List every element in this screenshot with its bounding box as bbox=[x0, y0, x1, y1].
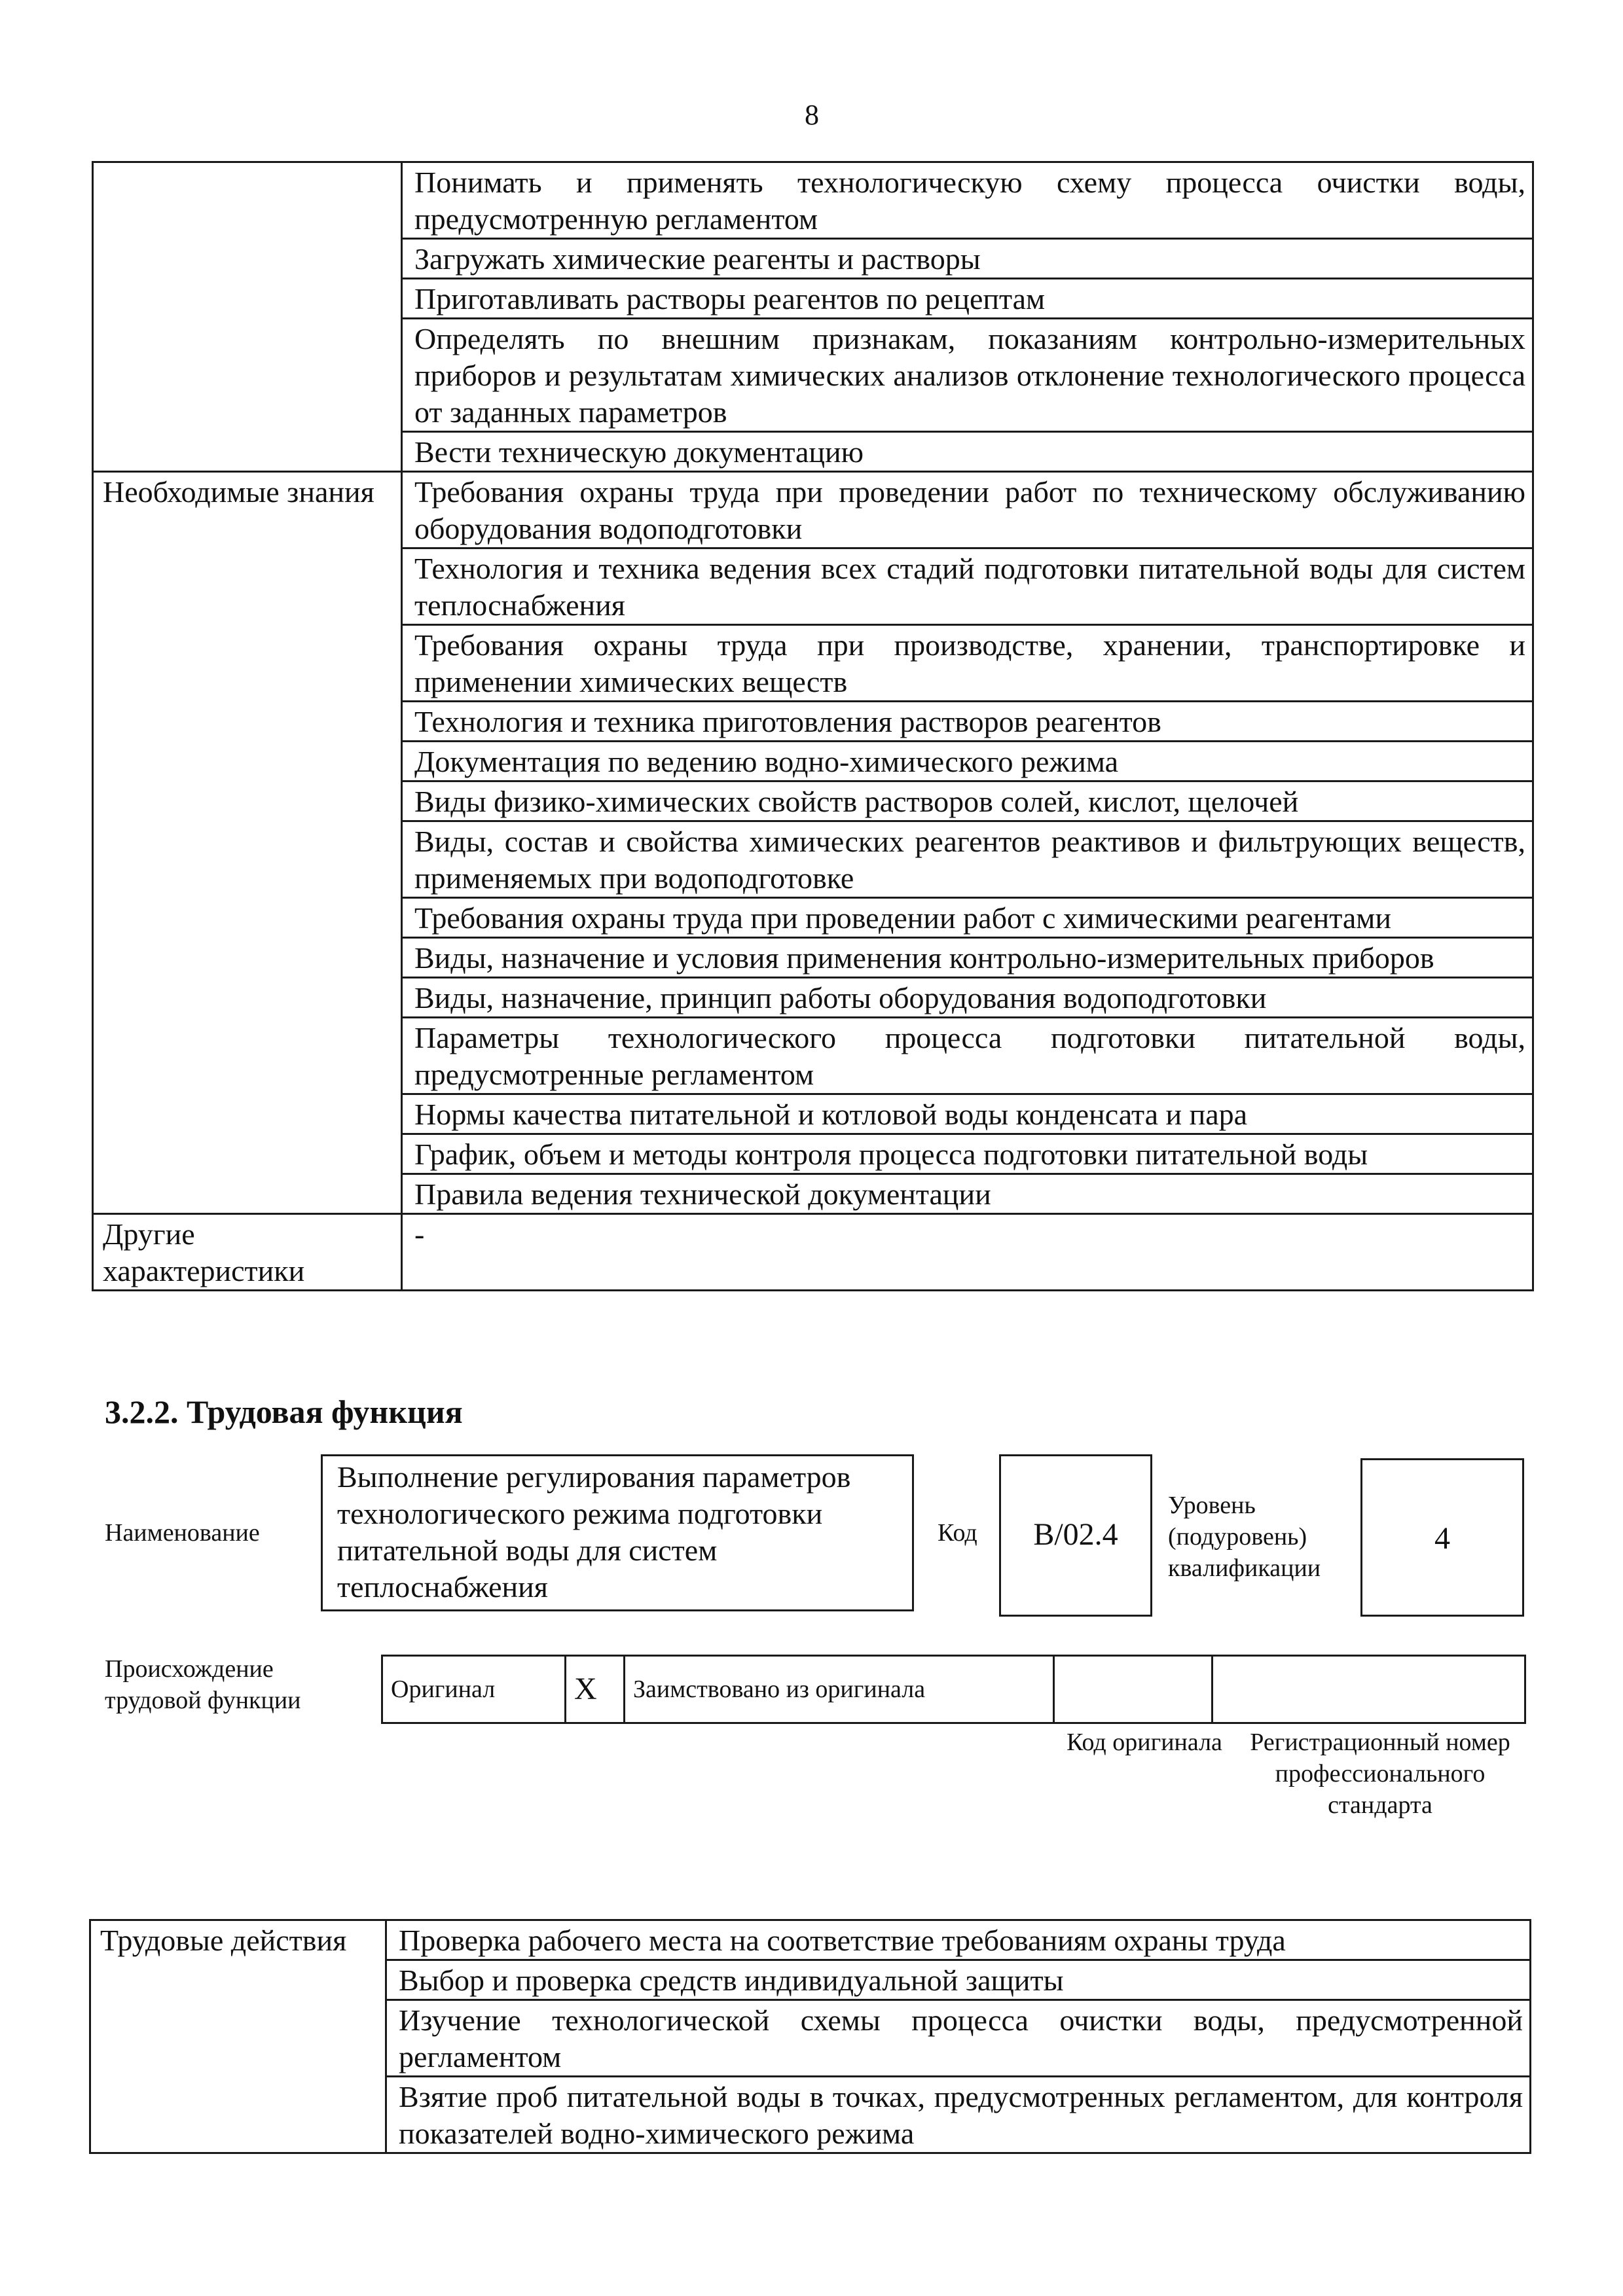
skills-knowledge-table bbox=[92, 161, 1534, 1291]
labor-actions-table bbox=[89, 1919, 1531, 2154]
level-value: 4 bbox=[1360, 1458, 1524, 1617]
list-item: Виды, назначение и условия применения контрольно-измерительных приборов bbox=[402, 938, 1533, 978]
reg-number-cell bbox=[1213, 1656, 1525, 1723]
level-label: Уровень (подуровень) квалификации bbox=[1168, 1492, 1321, 1582]
list-item: Параметры технологического процесса подготовки питательной воды, предусмотренные регламентом bbox=[402, 1018, 1533, 1094]
list-item: Правила ведения технической документации bbox=[402, 1174, 1533, 1214]
list-item: Технология и техника ведения всех стадий подготовки питательной воды для систем теплоснабжения bbox=[402, 548, 1533, 625]
code-value: В/02.4 bbox=[999, 1454, 1152, 1617]
list-item: Изучение технологической схемы процесса очистки воды, предусмотренной регламентом bbox=[386, 2000, 1531, 2077]
origin-table bbox=[381, 1655, 1526, 1724]
code-original-caption: Код оригинала bbox=[1067, 1729, 1222, 1756]
list-item: Требования охраны труда при проведении работ с химическими реагентами bbox=[402, 898, 1533, 938]
section-title: 3.2.2. Трудовая функция bbox=[105, 1393, 463, 1430]
function-name-box: Выполнение регулирования параметров технологического режима подготовки питательной воды для систем теплоснабжения bbox=[321, 1454, 914, 1611]
list-item: Проверка рабочего места на соответствие требованиям охраны труда bbox=[386, 1920, 1531, 1960]
table-row bbox=[382, 1656, 1525, 1723]
list-item: - bbox=[402, 1214, 1533, 1291]
list-item: Приготавливать растворы реагентов по рецептам bbox=[402, 279, 1533, 319]
table-row bbox=[93, 1214, 1533, 1291]
list-item: Технология и техника приготовления растворов реагентов bbox=[402, 702, 1533, 742]
list-item: Определять по внешним признакам, показаниям контрольно-измерительных приборов и результатам химических анализов отклонение технологического процесса от заданных параметров bbox=[402, 319, 1533, 432]
table-row bbox=[90, 1920, 1531, 1960]
row-label-knowledge: Необходимые знания bbox=[93, 472, 402, 1214]
list-item: Требования охраны труда при производстве, хранении, транспортировке и применении химических веществ bbox=[402, 625, 1533, 702]
row-label-other: Другие характеристики bbox=[93, 1214, 402, 1291]
list-item: Взятие проб питательной воды в точках, предусмотренных регламентом, для контроля показателей водно-химического режима bbox=[386, 2077, 1531, 2153]
list-item: Выбор и проверка средств индивидуальной защиты bbox=[386, 1960, 1531, 2000]
origin-label: Происхождение трудовой функции bbox=[105, 1655, 301, 1714]
borrowed-label: Заимствовано из оригинала bbox=[625, 1656, 1054, 1723]
list-item: Виды физико-химических свойств растворов солей, кислот, щелочей bbox=[402, 781, 1533, 821]
list-item: Понимать и применять технологическую схему процесса очистки воды, предусмотренную регламентом bbox=[402, 162, 1533, 239]
code-label: Код bbox=[938, 1519, 977, 1547]
table-row bbox=[93, 472, 1533, 548]
row-label bbox=[93, 162, 402, 472]
list-item: Виды, назначение, принцип работы оборудования водоподготовки bbox=[402, 978, 1533, 1018]
list-item: Нормы качества питательной и котловой воды конденсата и пара bbox=[402, 1094, 1533, 1134]
page-number: 8 bbox=[805, 99, 819, 131]
list-item: Документация по ведению водно-химического режима bbox=[402, 742, 1533, 781]
list-item: График, объем и методы контроля процесса подготовки питательной воды bbox=[402, 1134, 1533, 1174]
code-original-cell bbox=[1054, 1656, 1213, 1723]
table-row bbox=[93, 162, 1533, 239]
row-label-actions: Трудовые действия bbox=[90, 1920, 386, 2153]
original-mark: X bbox=[566, 1656, 625, 1723]
reg-number-caption: Регистрационный номер профессионального стандарта bbox=[1250, 1729, 1510, 1819]
original-label: Оригинал bbox=[382, 1656, 566, 1723]
name-label: Наименование bbox=[105, 1519, 260, 1547]
list-item: Виды, состав и свойства химических реагентов реактивов и фильтрующих веществ, применяемых при водоподготовке bbox=[402, 821, 1533, 898]
list-item: Загружать химические реагенты и растворы bbox=[402, 239, 1533, 279]
list-item: Требования охраны труда при проведении работ по техническому обслуживанию оборудования водоподготовки bbox=[402, 472, 1533, 548]
list-item: Вести техническую документацию bbox=[402, 432, 1533, 472]
